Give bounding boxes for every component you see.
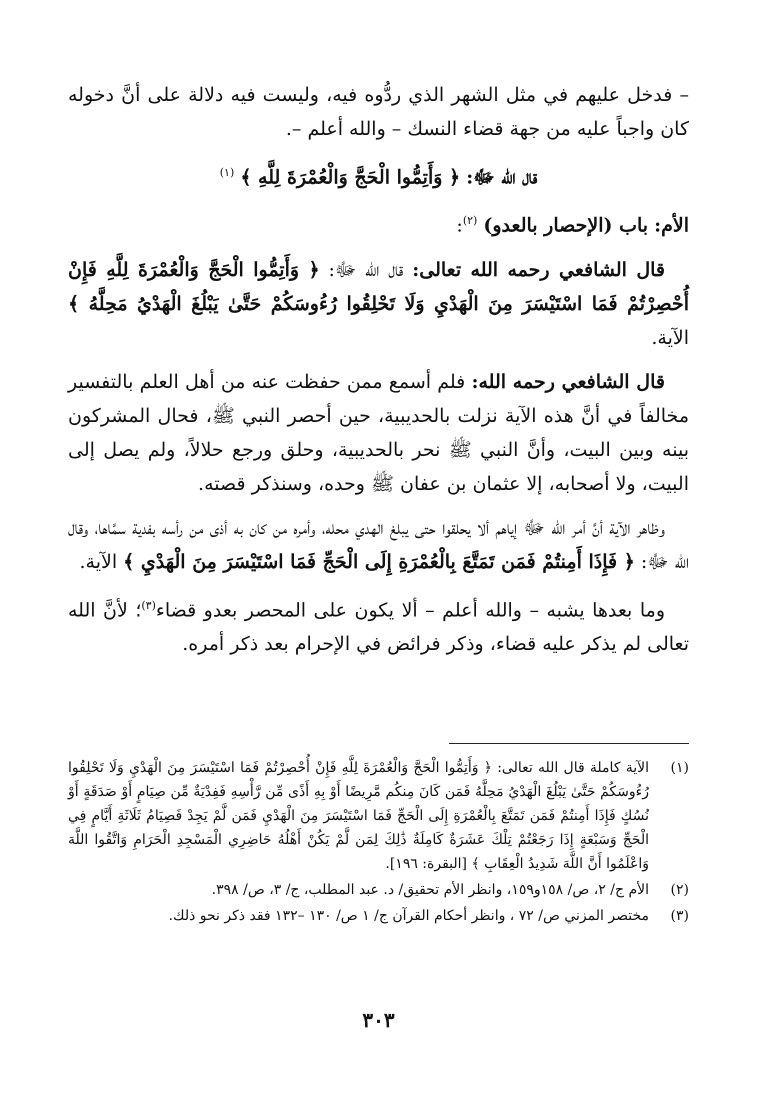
- quran-verse: ﴿ وَأَتِمُّوا الْحَجَّ وَالْعُمْرَةَ لِلَّهِ فَإِنْ أُحْصِرْتُمْ فَمَا اسْتَيْسَرَ مِنَ الْهَدْيِ وَلَا تَحْلِقُوا رُءُوسَكُمْ حَتَّىٰ يَبْلُغَ الْهَدْيُ مَحِلَّهُ ﴾: [68, 258, 689, 315]
- page-number: ٣٠٣: [362, 1008, 395, 1032]
- footnote-ref: (٢): [462, 214, 478, 228]
- paragraph-4: قال الشافعي رحمه الله: فلم أسمع ممن حفظت عنه من أهل العلم بالتفسير مخالفاً في أنَّ هذه الآية نزلت بالحديبية، حين أحصر النبي ﷺ، فحال المشركون بينه وبين البيت، وأنَّ النبي ﷺ نحر بالحديبية، وحلق ورجع حلالاً، ولم يصل إلى البيت، ولا أصحابه، إلا عثمان بن عفان ﷺ وحده، وسنذكر قصته.: [68, 370, 689, 495]
- paragraph-3: قال الشافعي رحمه الله تعالى: قال الله ﷻ: ﴿ وَأَتِمُّوا الْحَجَّ وَالْعُمْرَةَ لِلَّهِ فَإِنْ أُحْصِرْتُمْ فَمَا اسْتَيْسَرَ مِنَ الْهَدْيِ وَلَا تَحْلِقُوا رُءُوسَكُمْ حَتَّىٰ يَبْلُغَ الْهَدْيُ مَحِلَّهُ ﴾ الآية.: [68, 258, 689, 349]
- footnote-item: [68, 878, 689, 902]
- source-label: الأم:: [654, 214, 689, 237]
- footnote-number: (١): [670, 760, 689, 776]
- footnote-number: (٢): [670, 882, 689, 898]
- section-heading: الأم: باب (الإحصار بالعدو) $^{(٢)}$:: [456, 214, 689, 237]
- speaker-label: قال الشافعي رحمه الله:: [471, 370, 665, 393]
- footnote-ref: (١): [219, 166, 235, 179]
- footnote-text: الآية كاملة قال الله تعالى: ﴿ وَأَتِمُّوا الْحَجَّ وَالْعُمْرَةَ لِلَّهِ فَإِنْ أُحْصِرْتُمْ فَمَا اسْتَيْسَرَ مِنَ الْهَدْيِ وَلَا تَحْلِقُوا رُءُوسَكُمْ حَتَّىٰ يَبْلُغَ الْهَدْيُ مَحِلَّهُ فَمَن كَانَ مِنكُم مَّرِيضًا أَوْ بِهِ أَذًى مِّن رَّأْسِهِ فَفِدْيَةٌ مِّن صِيَامٍ أَوْ صَدَقَةٍ أَوْ نُسُكٍ فَإِذَا أَمِنتُمْ فَمَن تَمَتَّعَ بِالْعُمْرَةِ إِلَى الْحَجِّ فَمَا اسْتَيْسَرَ مِنَ الْهَدْيِ فَمَن لَّمْ يَجِدْ فَصِيَامُ ثَلَاثَةِ أَيَّامٍ فِي الْحَجِّ وَسَبْعَةٍ إِذَا رَجَعْتُمْ تِلْكَ عَشَرَةٌ كَامِلَةٌ ذَٰلِكَ لِمَن لَّمْ يَكُنْ أَهْلُهُ حَاضِرِي الْمَسْجِدِ الْحَرَامِ وَاتَّقُوا اللَّهَ وَاعْلَمُوا أَنَّ اللَّهَ شَدِيدُ الْعِقَابِ ﴾ [البقرة: ١٩٦].: [68, 760, 649, 872]
- quran-verse: ﴿ وَأَتِمُّوا الْحَجَّ وَالْعُمْرَةَ لِلَّهِ ﴾: [240, 166, 461, 189]
- quran-verse: ﴿ فَإِذَا أَمِنتُمْ فَمَن تَمَتَّعَ بِالْعُمْرَةِ إِلَى الْحَجِّ فَمَا اسْتَيْسَرَ مِنَ الْهَدْيِ ﴾: [123, 550, 635, 573]
- footnote-item: [68, 904, 689, 928]
- footnote-divider: [449, 743, 689, 744]
- footnote-number: (٣): [670, 908, 689, 924]
- speaker-label: قال الله ﷻ:: [466, 166, 538, 189]
- chapter-title: باب (الإحصار بالعدو): [483, 214, 649, 237]
- verse-line-1: [68, 156, 689, 194]
- footnote-text: مختصر المزني ص/ ٧٢ ، وانظر أحكام القرآن ج/ ١ ص/ ١٣٠ –١٣٢ فقد ذكر نحو ذلك.: [168, 908, 649, 924]
- footnote-ref: (٣): [141, 598, 156, 612]
- main-text: [68, 78, 689, 1110]
- footnote-text: الأم ج/ ٢، ص/ ١٥٨و١٥٩، وانظر الأم تحقيق/ د. عبد المطلب، ج/ ٣، ص/ ٣٩٨.: [211, 882, 649, 898]
- paragraph-6: وما بعدها يشبه – والله أعلم – ألا يكون على المحصر بعدو قضاء$^{(٣)}$؛ لأنَّ الله تعالى لم يذكر عليه قضاء، وذكر فرائض في الإحرام بعد ذكر أمره.: [68, 598, 689, 655]
- footnote-item: [68, 756, 689, 876]
- paragraph-5: وظاهر الآية أنَّ أمر الله ﷻ إياهم ألا يحلقوا حتى يبلغ الهدي محله، وأمره من كان به أذى من رأسه بفدية سمَّاها، وقال الله ﷻ: ﴿ فَإِذَا أَمِنتُمْ فَمَن تَمَتَّعَ بِالْعُمْرَةِ إِلَى الْحَجِّ فَمَا اسْتَيْسَرَ مِنَ الْهَدْيِ ﴾ الآية.: [68, 516, 689, 573]
- footnotes: [68, 756, 689, 930]
- paragraph-1: – فدخل عليهم في مثل الشهر الذي ردُّوه فيه، وليست فيه دلالة على أنَّ دخوله كان واجباً عليه من جهة قضاء النسك – والله أعلم –.: [68, 84, 689, 140]
- speaker-label: قال الشافعي رحمه الله تعالى:: [412, 258, 666, 281]
